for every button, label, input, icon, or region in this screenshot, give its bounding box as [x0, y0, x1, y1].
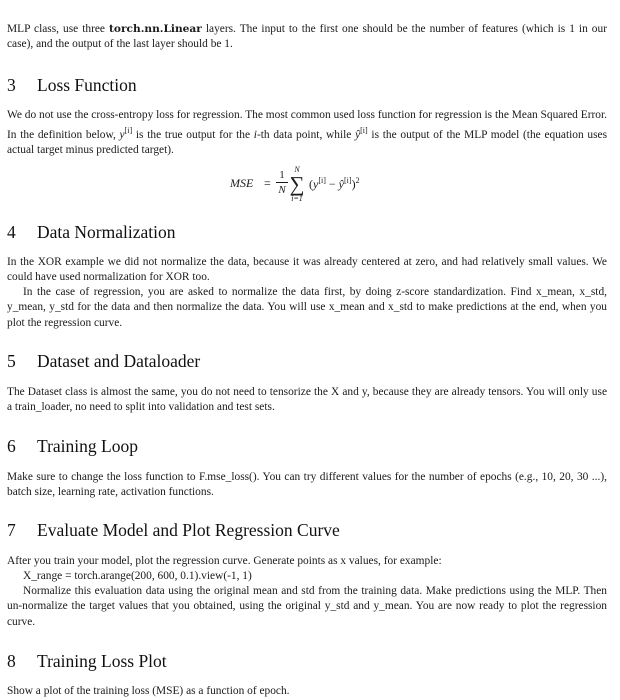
summation-lower: i=1 — [291, 194, 303, 203]
section-5-heading — [7, 351, 200, 371]
dataset-paragraph: The Dataset class is almost the same, you do not need to tensorize the X and y, because they are already tensors. You will only use a train_loader, no need to split into validation and test sets. — [7, 386, 607, 414]
eq-power: 2 — [355, 176, 360, 185]
section-3-title: Loss Function — [37, 75, 137, 95]
section-6-heading — [7, 436, 138, 456]
training-paragraph: Make sure to change the loss function to F.mse_loss(). You can try different values for the number of epochs (e.g., 10, 20, 30 ...), batch size, learning rate, activation functions. — [7, 471, 607, 499]
eq-sup-1: [i] — [318, 176, 326, 185]
summation — [288, 165, 306, 203]
equation-lhs: MSE — [230, 176, 254, 190]
fraction-denominator: N — [278, 184, 286, 196]
eq-close: ) — [351, 177, 356, 191]
section-7-heading — [7, 520, 340, 540]
loss-var-i: i — [253, 129, 257, 142]
eq-open: ( — [309, 177, 313, 191]
lossplot-paragraph: Show a plot of the training loss (MSE) as a function of epoch. — [7, 685, 290, 697]
section-4-heading — [7, 222, 176, 242]
eq-minus: − — [325, 177, 339, 191]
section-6-number: 6 — [7, 436, 16, 456]
summation-symbol: ∑ — [289, 172, 305, 196]
section-8-title: Training Loss Plot — [37, 651, 167, 671]
section-7-title: Evaluate Model and Plot Regression Curve — [37, 520, 340, 540]
section-5-number: 5 — [7, 351, 16, 371]
section-8-heading — [7, 651, 167, 671]
loss-var-yhat: ŷ — [355, 129, 361, 142]
mse-equation — [230, 163, 400, 207]
section-7-number: 7 — [7, 520, 16, 540]
equation-fraction — [276, 169, 288, 196]
section-4-title: Data Normalization — [37, 222, 176, 242]
loss-sup-1: [i] — [124, 126, 133, 136]
summation-upper: N — [294, 165, 300, 174]
loss-text-2: is the true output for the — [132, 129, 254, 142]
intro-code: torch.nn.Linear — [109, 23, 202, 35]
section-4-number: 4 — [7, 222, 16, 242]
evaluate-paragraph-1: After you train your model, plot the regression curve. Generate points as x values, for example: — [7, 555, 442, 567]
fraction-bar — [276, 182, 288, 183]
section-8-number: 8 — [7, 651, 16, 671]
loss-sup-2: [i] — [360, 126, 368, 136]
section-6-title: Training Loop — [37, 436, 138, 456]
loss-text-3: -th data point, while — [256, 129, 356, 142]
normalization-paragraph-1: In the XOR example we did not normalize the data, because it was already centered at zero, and had relatively small values. We could have used normalization for XOR too. — [7, 256, 607, 284]
eq-yhat: ŷ — [338, 177, 344, 191]
normalization-paragraph-2: In the case of regression, you are asked to normalize the data first, by doing z-score standardization. Find x_mean, x_std, y_mean, y_std for the data and then normalize the data. You will use x_mean and x_std to make predictions at the end, when you plot the regression curve. — [7, 286, 607, 329]
loss-text-1: We do not use the cross-entropy loss for regression. The most common used loss function for regression is the Mean Squared Error. In the definition below, — [7, 109, 607, 142]
loss-text-4: is the output of the MLP model (the equation uses actual target minus predicted target). — [7, 129, 608, 157]
equation-equals: = — [264, 176, 271, 190]
intro-text-before: MLP class, use three — [7, 23, 109, 35]
section-3-number: 3 — [7, 75, 16, 95]
intro-paragraph — [7, 22, 607, 53]
evaluate-paragraph-2: Normalize this evaluation data using the original mean and std from the training data. Make predictions using the MLP. Then un-normalize the target values that you obtained, using the original y_std and y_mean. You are now ready to plot the regression curve. — [7, 585, 607, 628]
loss-paragraph — [7, 108, 607, 159]
fraction-numerator: 1 — [279, 169, 285, 181]
section-5-title: Dataset and Dataloader — [37, 351, 201, 371]
intro-text-after: layers. The input to the first one should be the number of features (which is 1 in our case), and the output of the last layer should be 1. — [7, 23, 607, 51]
section-3-heading — [7, 75, 137, 95]
loss-var-y: y — [119, 129, 125, 142]
evaluate-code-line: X_range = torch.arange(200, 600, 0.1).view(-1, 1) — [23, 570, 252, 582]
eq-y: y — [313, 177, 319, 191]
equation-body — [309, 176, 360, 192]
eq-sup-2: [i] — [344, 176, 352, 185]
